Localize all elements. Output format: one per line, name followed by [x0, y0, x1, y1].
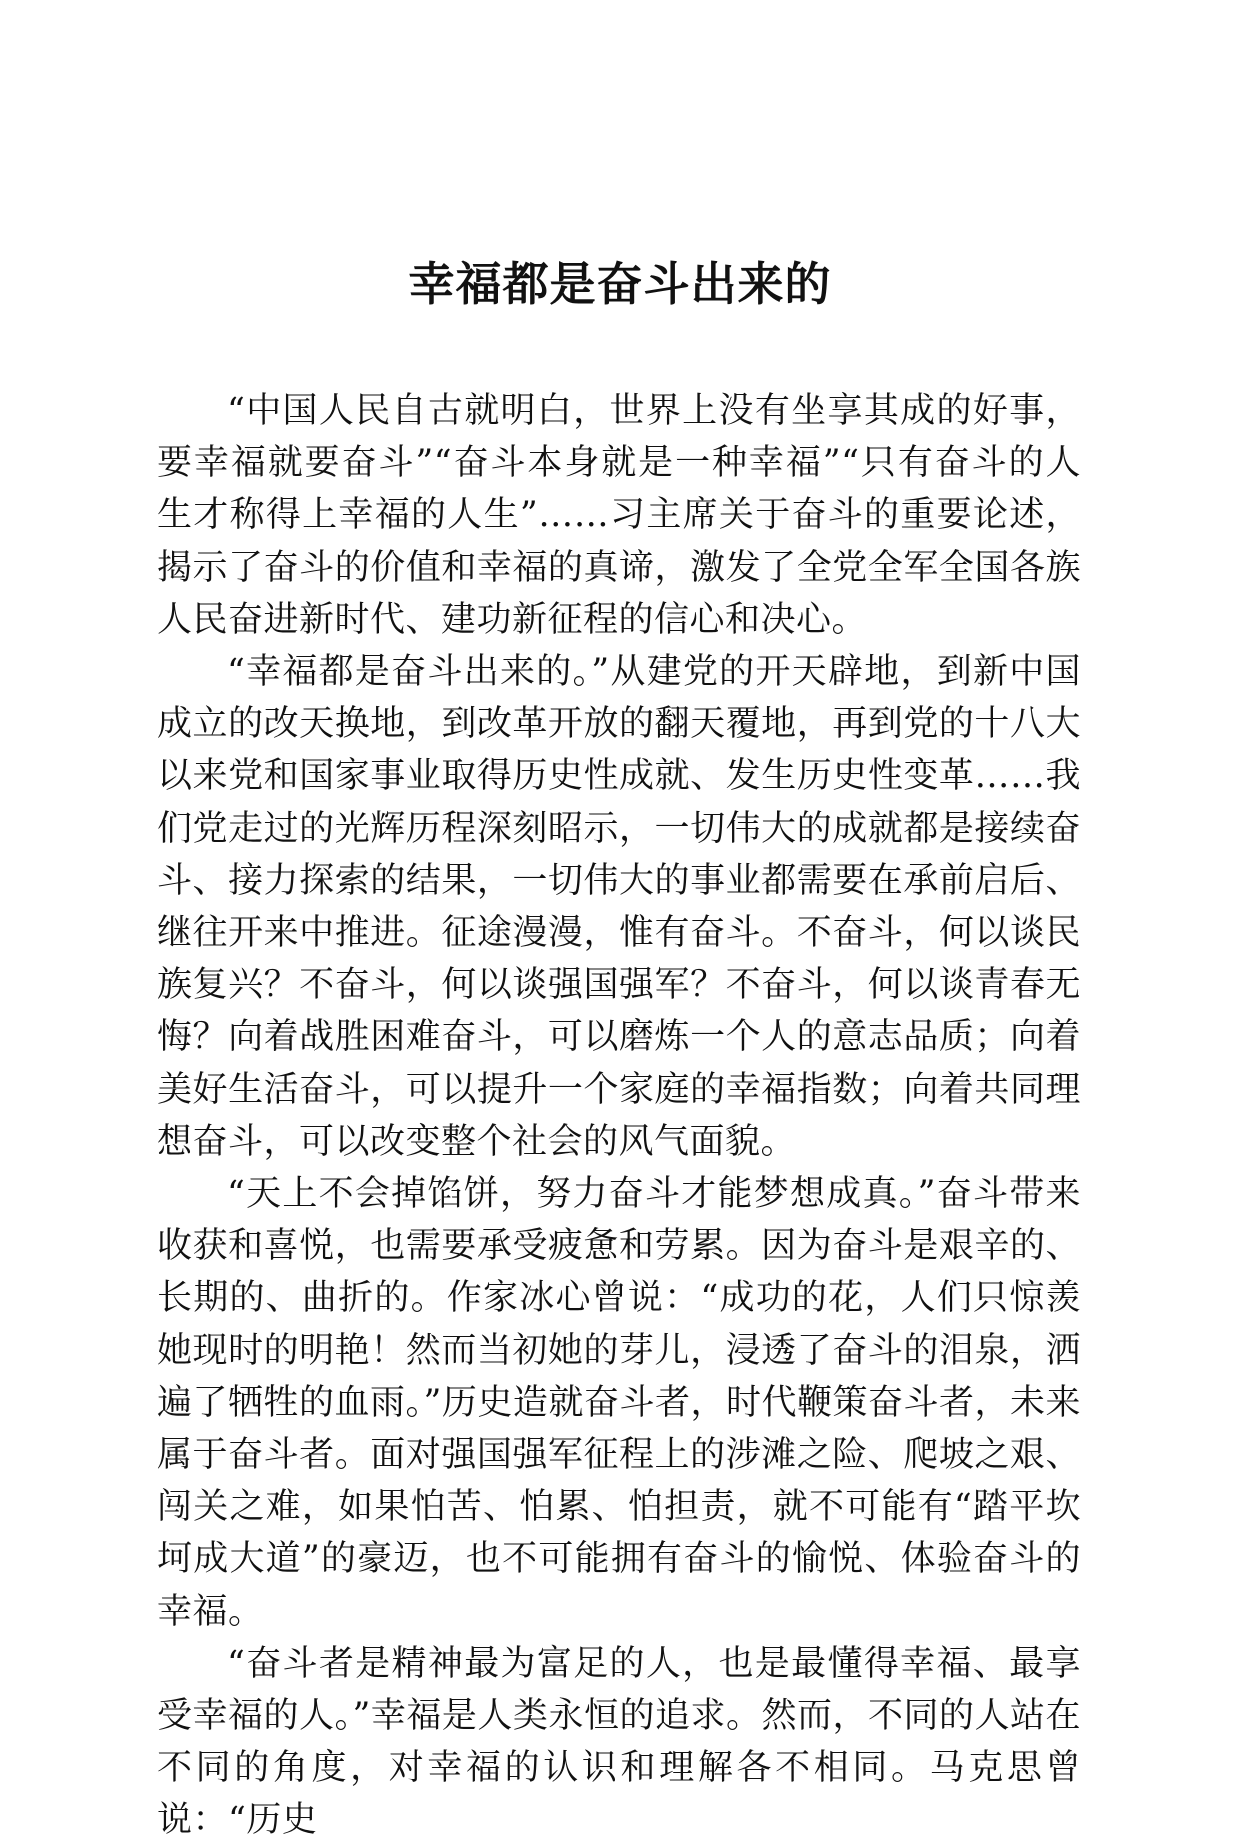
paragraph-1: “中国人民自古就明白，世界上没有坐享其成的好事，要幸福就要奋斗”“奋斗本身就是一种幸福”“只有奋斗的人生才称得上幸福的人生”……习主席关于奋斗的重要论述，揭示了奋斗的价值和幸福的真谛，激发了全党全军全国各族人民奋进新时代、建功新征程的信心和决心。	[157, 391, 1081, 640]
article-body	[157, 385, 1081, 1847]
page-title: 幸福都是奋斗出来的	[408, 257, 832, 311]
paragraph-2: “幸福都是奋斗出来的。”从建党的开天辟地，到新中国成立的改天换地，到改革开放的翻天覆地，再到党的十八大以来党和国家事业取得历史性成就、发生历史性变革……我们党走过的光辉历程深刻昭示，一切伟大的成就都是接续奋斗、接力探索的结果，一切伟大的事业都需要在承前启后、继往开来中推进。征途漫漫，惟有奋斗。不奋斗，何以谈民族复兴？不奋斗，何以谈强国强军？不奋斗，何以谈青春无悔？向着战胜困难奋斗，可以磨炼一个人的意志品质；向着美好生活奋斗，可以提升一个家庭的幸福指数；向着共同理想奋斗，可以改变整个社会的风气面貌。	[157, 652, 1081, 1162]
paragraph-3: “天上不会掉馅饼，努力奋斗才能梦想成真。”奋斗带来收获和喜悦，也需要承受疲惫和劳累。因为奋斗是艰辛的、长期的、曲折的。作家冰心曾说：“成功的花，人们只惊羡她现时的明艳！然而当初她的芽儿，浸透了奋斗的泪泉，洒遍了牺牲的血雨。”历史造就奋斗者，时代鞭策奋斗者，未来属于奋斗者。面对强国强军征程上的涉滩之险、爬坡之艰、闯关之难，如果怕苦、怕累、怕担责，就不可能有“踏平坎坷成大道”的豪迈，也不可能拥有奋斗的愉悦、体验奋斗的幸福。	[157, 1174, 1081, 1632]
paragraph-4: “奋斗者是精神最为富足的人，也是最懂得幸福、最享受幸福的人。”幸福是人类永恒的追求。然而，不同的人站在不同的角度，对幸福的认识和理解各不相同。马克思曾说：“历史	[157, 1643, 1081, 1841]
